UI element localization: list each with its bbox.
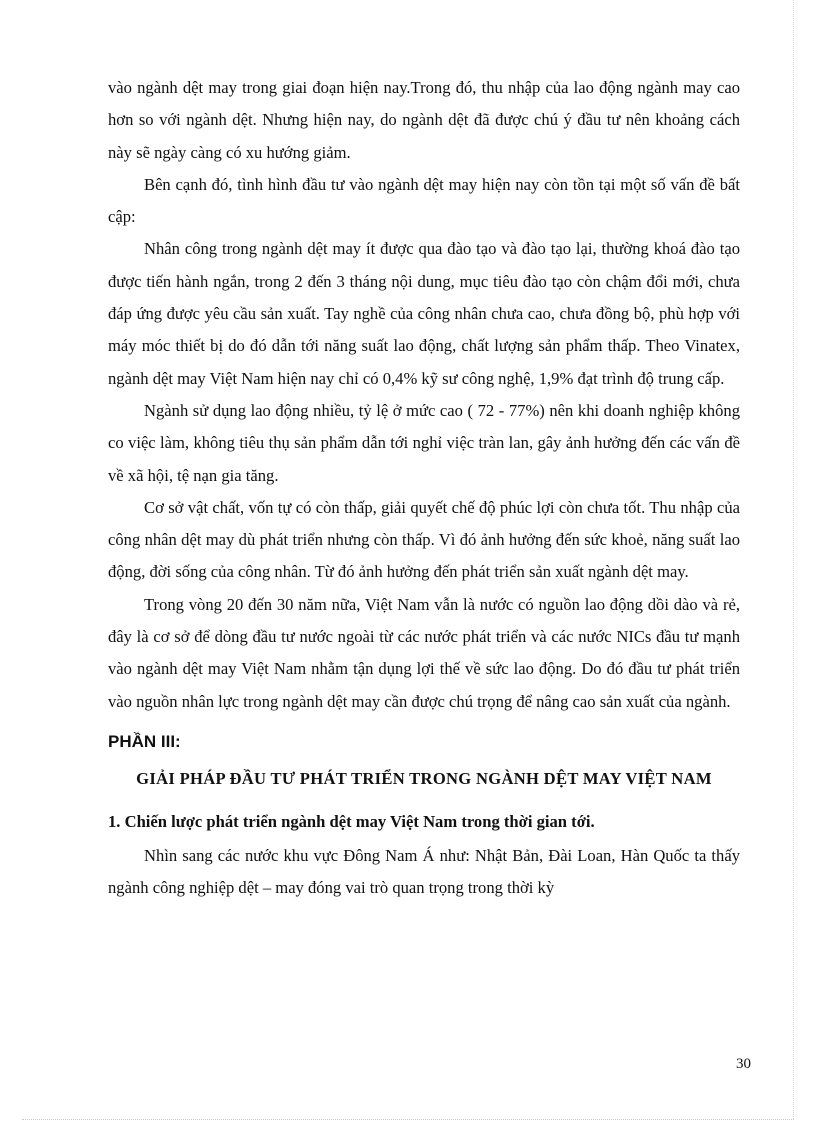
paragraph-continuation: vào ngành dệt may trong giai đoạn hiện nay.Trong đó, thu nhập của lao động ngành may cao hơn so với ngành dệt. Nhưng hiện nay, do ngành dệt đã được chú ý đầu tư nên khoảng cách này sẽ ngày càng có xu hướng giảm. [108, 78, 740, 162]
section-heading: 1. Chiến lược phát triển ngành dệt may Việt Nam trong thời gian tới. [108, 811, 595, 831]
chapter-title: GIẢI PHÁP ĐẦU TƯ PHÁT TRIỂN TRONG NGÀNH DỆT MAY VIỆT NAM [136, 768, 712, 788]
paragraph-facilities: Cơ sở vật chất, vốn tự có còn thấp, giải quyết chế độ phúc lợi còn chưa tốt. Thu nhập của công nhân dệt may dù phát triển nhưng còn thấp. Vì đó ảnh hưởng đến sức khoẻ, năng suất lao động, đời sống của công nhân. Từ đó ảnh hưởng đến phát triển sản xuất ngành dệt may. [108, 497, 740, 582]
page-number: 30 [736, 1056, 751, 1072]
page-edge-bottom [22, 1119, 794, 1120]
page-edge-right [793, 0, 794, 1119]
paragraph-outlook: Trong vòng 20 đến 30 năm nữa, Việt Nam vẫn là nước có nguồn lao động dồi dào và rẻ, đây là cơ sở để dòng đầu tư nước ngoài từ các nước phát triển và các nước NICs đầu tư mạnh vào ngành dệt may Việt Nam nhằm tận dụng lợi thế về sức lao động. Do đó đầu tư phát triển vào nguồn nhân lực trong ngành dệt may cần được chú trọng để nâng cao sản xuất của ngành. [108, 594, 740, 711]
paragraph-labour-ratio: Ngành sử dụng lao động nhiều, tỷ lệ ở mức cao ( 72 - 77%) nên khi doanh nghiệp không co việc làm, không tiêu thụ sản phẩm dẫn tới nghỉ việc tràn lan, gây ảnh hưởng đến các vấn đề về xã hội, tệ nạn gia tăng. [108, 400, 740, 485]
body-text [108, 72, 740, 905]
paragraph-training: Nhân công trong ngành dệt may ít được qua đào tạo và đào tạo lại, thường khoá đào tạo được tiến hành ngắn, trong 2 đến 3 tháng nội dung, mục tiêu đào tạo còn chậm đổi mới, chưa đáp ứng được yêu cầu sản xuất. Tay nghề của công nhân chưa cao, chưa đồng bộ, phù hợp với máy móc thiết bị do đó dẫn tới năng suất lao động, chất lượng sản phẩm thấp. Theo Vinatex, ngành dệt may Việt Nam hiện nay chỉ có 0,4% kỹ sư công nghệ, 1,9% đạt trình độ trung cấp. [108, 239, 740, 388]
paragraph-southeast-asia: Nhìn sang các nước khu vực Đông Nam Á như: Nhật Bản, Đài Loan, Hàn Quốc ta thấy ngành công nghiệp dệt – may đóng vai trò quan trọng trong thời kỳ [108, 845, 740, 898]
part-heading: PHẦN III: [108, 731, 181, 751]
paragraph-shortcomings-intro: Bên cạnh đó, tình hình đầu tư vào ngành dệt may hiện nay còn tồn tại một số vấn đề bất cập: [108, 174, 740, 227]
